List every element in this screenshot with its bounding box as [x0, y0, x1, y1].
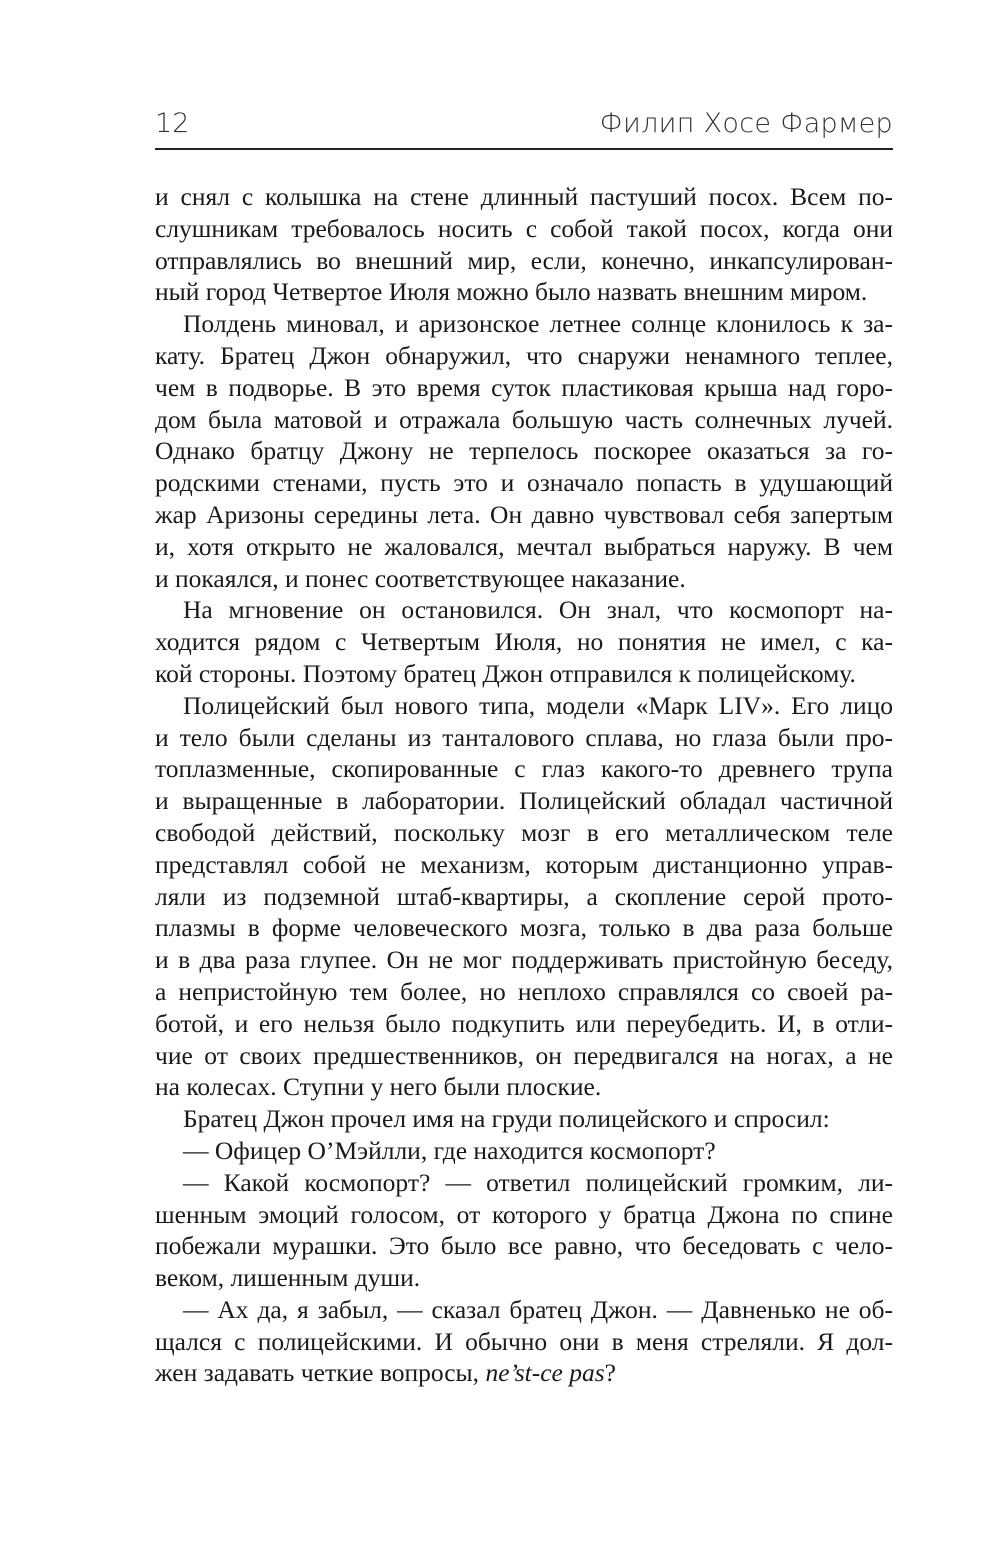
paragraph [155, 690, 893, 1103]
body-text [155, 181, 893, 1389]
text-line [155, 1040, 893, 1072]
text-line [155, 499, 893, 531]
paragraph [155, 181, 893, 308]
text-line [155, 626, 893, 658]
line-text: слушникам требовалось носить с собой такой посох, когда они [155, 213, 893, 243]
paragraph [155, 1167, 893, 1294]
text-line [155, 1008, 893, 1040]
text-line [155, 785, 893, 817]
line-text: — Офицер О’Мэйлли, где находится космопорт? [183, 1135, 716, 1165]
line-text: ботой, и его нельзя было подкупить или переубедить. И, в отли- [155, 1008, 893, 1038]
paragraph [155, 594, 893, 689]
paragraph [155, 308, 893, 594]
text-line [155, 1167, 893, 1199]
text-line [155, 912, 893, 944]
text-line [155, 1103, 893, 1135]
line-text: Однако братцу Джону не терпелось поскорее оказаться за го- [155, 436, 893, 466]
text-line [155, 181, 893, 213]
line-text: кой стороны. Поэтому братец Джон отправился к полицейскому. [155, 658, 856, 688]
text-line [155, 753, 893, 785]
text-line [155, 658, 893, 690]
line-text: ляли из подземной штаб-квартиры, а скопление серой прото- [155, 881, 893, 911]
line-text: а непристойную тем более, но неплохо справлялся со своей ра- [155, 976, 893, 1006]
text-line [155, 690, 893, 722]
text-line [155, 1262, 893, 1294]
text-line [155, 1135, 893, 1167]
line-text: и, хотя открыто не жаловался, мечтал выбраться наружу. В чем [155, 531, 893, 561]
text-line [155, 849, 893, 881]
line-text: топлазменные, скопированные с глаз какого-то древнего трупа [155, 754, 893, 784]
line-text: Полицейский был нового типа, модели «Марк LIV». Его лицо [183, 690, 893, 720]
italic-phrase: ne’st-ce pas [485, 1358, 605, 1388]
line-text: — Ах да, я забыл, — сказал братец Джон. — Давненько не об- [183, 1294, 893, 1324]
line-text: представлял собой не механизм, которым дистанционно управ- [155, 849, 893, 879]
text-line [155, 1357, 893, 1389]
text-line [155, 881, 893, 913]
text-line [155, 594, 893, 626]
running-title: Филип Хосе Фармер [599, 108, 893, 139]
line-text: и тело были сделаны из танталового сплава, но глаза были про- [155, 722, 893, 752]
line-text: жен задавать четкие вопросы, [155, 1358, 486, 1388]
line-text: побежали мурашки. Это было все равно, что беседовать с чело- [155, 1231, 893, 1261]
line-text: щался с полицейскими. И обычно они в меня стреляли. Я дол- [155, 1326, 893, 1356]
line-text: кату. Братец Джон обнаружил, что снаружи ненамного теплее, [155, 340, 893, 370]
line-text: плазмы в форме человеческого мозга, только в два раза больше [155, 913, 893, 943]
line-text: родскими стенами, пусть это и означало попасть в удушающий [155, 468, 893, 498]
text-line [155, 467, 893, 499]
line-text: и выращенные в лаборатории. Полицейский обладал частичной [155, 786, 893, 816]
paragraph [155, 1294, 893, 1389]
text-line [155, 1199, 893, 1231]
text-line [155, 404, 893, 436]
line-text: на колесах. Ступни у него были плоские. [155, 1072, 602, 1102]
line-text: чем в подворье. В это время суток пластиковая крыша над горо- [155, 372, 893, 402]
text-line [155, 308, 893, 340]
text-line [155, 276, 893, 308]
text-line [155, 531, 893, 563]
line-text: чие от своих предшественников, он передвигался на ногах, а не [155, 1040, 893, 1070]
paragraph [155, 1103, 893, 1135]
text-line [155, 1294, 893, 1326]
line-text: веком, лишенным души. [155, 1263, 421, 1293]
text-line [155, 245, 893, 277]
line-text: и в два раза глупее. Он не мог поддерживать пристойную беседу, [155, 945, 893, 975]
line-text: и покаялся, и понес соответствующее наказание. [155, 563, 686, 593]
line-text: — Какой космопорт? — ответил полицейский громким, ли- [183, 1167, 893, 1197]
text-line [155, 340, 893, 372]
text-line [155, 372, 893, 404]
text-line [155, 435, 893, 467]
text-line [155, 1230, 893, 1262]
text-line [155, 722, 893, 754]
text-line [155, 1071, 893, 1103]
line-text: ный город Четвертое Июля можно было назвать внешним миром. [155, 277, 868, 307]
line-text: жар Аризоны середины лета. Он давно чувствовал себя запертым [155, 499, 893, 529]
line-text: и снял с колышка на стене длинный пастуший посох. Всем по- [155, 182, 893, 211]
page-number: 12 [155, 108, 190, 139]
line-text: отправлялись во внешний мир, если, конечно, инкапсулирован- [155, 245, 893, 275]
text-line [155, 1326, 893, 1358]
page-header [155, 108, 893, 150]
line-text: свободой действий, поскольку мозг в его металлическом теле [155, 817, 893, 847]
line-text: Полдень миновал, и аризонское летнее солнце клонилось к за- [183, 309, 893, 339]
line-text: шенным эмоций голосом, от которого у братца Джона по спине [155, 1199, 893, 1229]
text-line [155, 213, 893, 245]
text-line [155, 563, 893, 595]
line-text: ходится рядом с Четвертым Июля, но понятия не имел, с ка- [155, 627, 893, 657]
text-line [155, 817, 893, 849]
line-tail: ? [604, 1358, 616, 1388]
text-line [155, 976, 893, 1008]
paragraph [155, 1135, 893, 1167]
line-text: дом была матовой и отражала большую часть солнечных лучей. [155, 404, 893, 434]
line-text: Братец Джон прочел имя на груди полицейского и спросил: [183, 1104, 830, 1134]
line-text: На мгновение он остановился. Он знал, что космопорт на- [183, 595, 893, 625]
text-line [155, 944, 893, 976]
